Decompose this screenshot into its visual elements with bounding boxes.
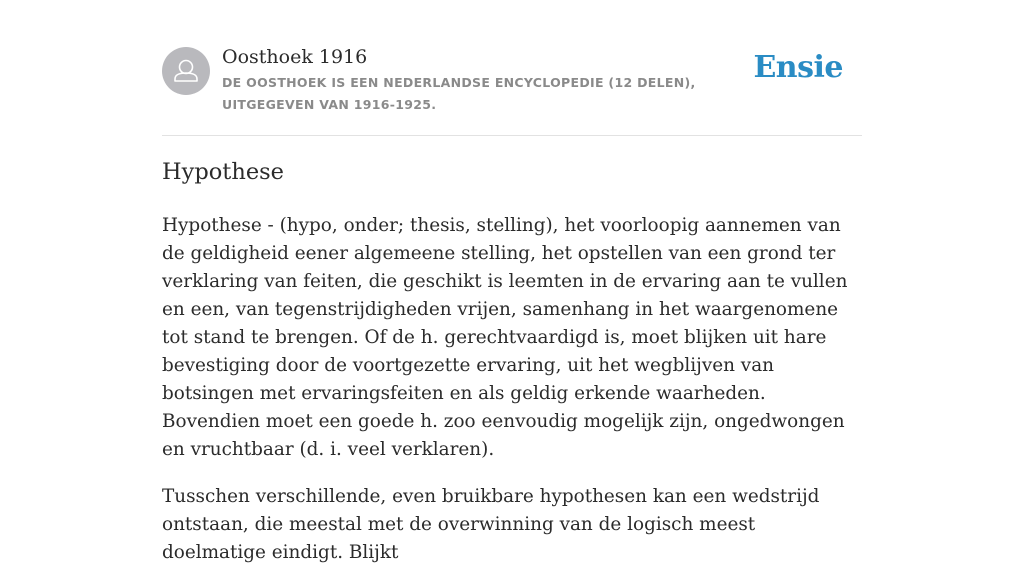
ensie-logo[interactable]: Ensie: [753, 50, 843, 85]
source-header: [162, 0, 862, 136]
user-icon: [162, 47, 210, 95]
source-description: DE OOSTHOEK IS EEN NEDERLANDSE ENCYCLOPEDIE (12 DELEN), UITGEGEVEN VAN 1916-1925.: [222, 75, 696, 112]
article-paragraph: Hypothese - (hypo, onder; thesis, stelling), het voorloopig aannemen van de geldigheid eener algemeene stelling, het opstellen van een grond ter verklaring van feiten, die geschikt is leemten in de ervaring aan te vullen en een, van tegenstrijdigheden vrijen, samenhang in het waargenomene tot stand te brengen. Of de h. gerechtvaardigd is, moet blijken uit hare bevestiging door de voortgezette ervaring, uit het wegblijven van botsingen met ervaringsfeiten en als geldig erkende waarheden. Bovendien moet een goede h. zoo eenvoudig mogelijk zijn, ongedwongen en vruchtbaar (d. i. veel verklaren).: [162, 215, 848, 460]
source-avatar[interactable]: [162, 47, 210, 95]
source-name[interactable]: Oosthoek 1916: [222, 46, 368, 68]
article-paragraph: Tusschen verschillende, even bruikbare hypothesen kan een wedstrijd ontstaan, die meestal met de overwinning van de logisch meest doelmatige eindigt. Blijkt: [162, 486, 820, 563]
article-body: [162, 212, 862, 586]
page-container: [162, 0, 862, 563]
page-title: Hypothese: [162, 159, 284, 185]
